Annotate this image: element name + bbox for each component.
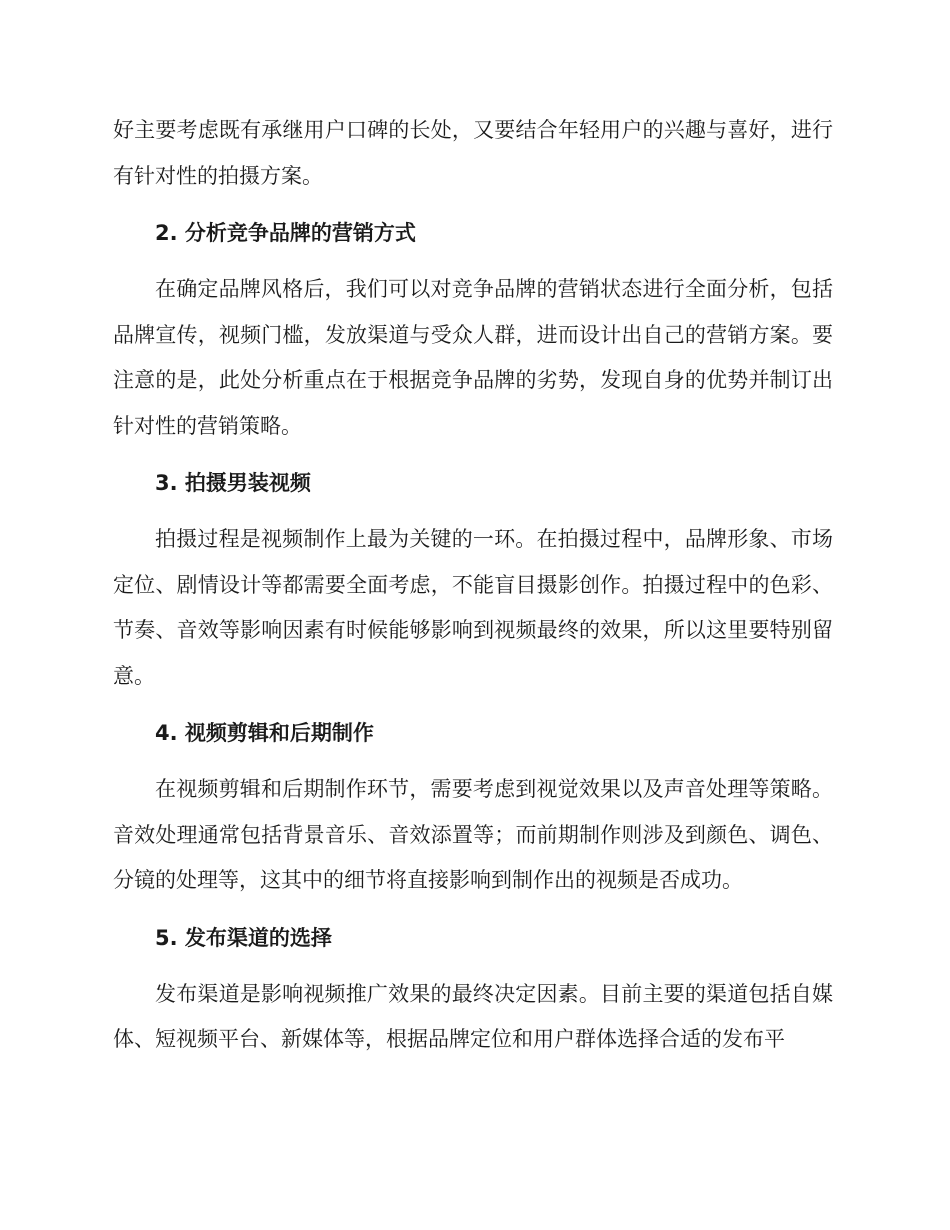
paragraph-section-2: 在确定品牌风格后，我们可以对竞争品牌的营销状态进行全面分析，包括品牌宣传，视频门槛，发放渠道与受众人群，进而设计出自己的营销方案。要注意的是，此处分析重点在于根据竞争品牌的劣势，发现自身的优势并制订出针对性的营销策略。 <box>113 277 833 438</box>
heading-section-3: 3. 拍摄男装视频 <box>155 471 311 495</box>
paragraph-continued-intro: 好主要考虑既有承继用户口碑的长处，又要结合年轻用户的兴趣与喜好，进行有针对性的拍摄方案。 <box>113 118 833 188</box>
heading-section-4: 4. 视频剪辑和后期制作 <box>155 721 374 745</box>
paragraph-section-5: 发布渠道是影响视频推广效果的最终决定因素。目前主要的渠道包括自媒体、短视频平台、新媒体等，根据品牌定位和用户群体选择合适的发布平 <box>113 981 833 1051</box>
paragraph-section-3: 拍摄过程是视频制作上最为关键的一环。在拍摄过程中，品牌形象、市场定位、剧情设计等都需要全面考虑，不能盲目摄影创作。拍摄过程中的色彩、节奏、音效等影响因素有时候能够影响到视频最终的效果，所以这里要特别留意。 <box>113 527 833 688</box>
document-body <box>113 108 833 1063</box>
paragraph-section-4: 在视频剪辑和后期制作环节，需要考虑到视觉效果以及声音处理等策略。音效处理通常包括背景音乐、音效添置等；而前期制作则涉及到颜色、调色、分镜的处理等，这其中的细节将直接影响到制作出的视频是否成功。 <box>113 777 833 892</box>
heading-section-2: 2. 分析竞争品牌的营销方式 <box>155 221 416 245</box>
heading-section-5: 5. 发布渠道的选择 <box>155 925 332 950</box>
